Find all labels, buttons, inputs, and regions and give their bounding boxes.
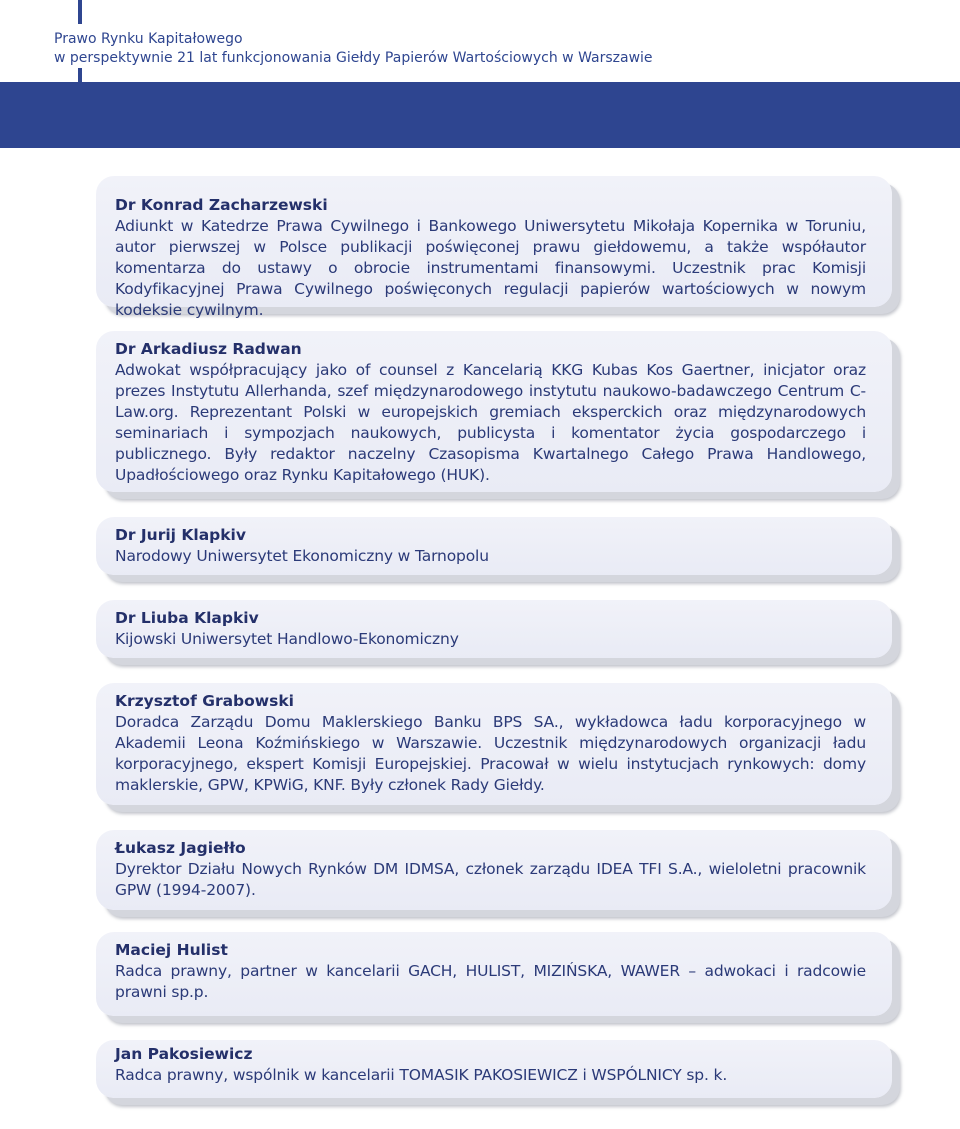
bio-description: Kijowski Uniwersytet Handlowo-Ekonomiczny [115,630,459,648]
bio-description: Radca prawny, partner w kancelarii GACH, HULIST, MIZIŃSKA, WAWER – adwokaci i radcowie prawni sp.p. [115,962,866,1001]
bio-description: Dyrektor Działu Nowych Rynków DM IDMSA, członek zarządu IDEA TFI S.A., wieloletni pracownik GPW (1994-2007). [115,860,866,899]
bio-description: Narodowy Uniwersytet Ekonomiczny w Tarnopolu [115,547,489,565]
header-accent-tick [78,68,82,82]
bio-description: Doradca Zarządu Domu Maklerskiego Banku BPS SA., wykładowca ładu korporacyjnego w Akademii Leona Koźmińskiego w Warszawie. Uczestnik międzynarodowych organizacji ładu korporacyjnego, ekspert Komisji Europejskiej. Pracował w wielu instytucjach rynkowych: domy maklerskie, GPW, KPWiG, KNF. Były członek Rady Giełdy. [115,713,866,794]
bio-name: Dr Liuba Klapkiv [115,609,259,627]
bio-card-grabowski [96,683,892,805]
bio-description: Adiunkt w Katedrze Prawa Cywilnego i Bankowego Uniwersytetu Mikołaja Kopernika w Toruniu, autor pierwszej w Polsce publikacji poświęconej prawu giełdowemu, a także współautor komentarza do ustawy o obrocie instrumentami finansowymi. Uczestnik prac Komisji Kodyfikacyjnej Prawa Cywilnego poświęconych regulacji papierów wartościowych w nowym kodeksie cywilnym. [115,217,866,319]
bio-name: Dr Arkadiusz Radwan [115,340,302,358]
bio-description: Adwokat współpracujący jako of counsel z Kancelarią KKG Kubas Kos Gaertner, inicjator oraz prezes Instytutu Allerhanda, szef międzynarodowego instytutu naukowo-badawczego Centrum C-Law.org. Reprezentant Polski w europejskich gremiach eksperckich oraz międzynarodowych seminariach i sympozjach naukowych, publicysta i komentator życia gospodarczego i publicznego. Były redaktor naczelny Czasopisma Kwartalnego Całego Prawa Handlowego, Upadłościowego oraz Rynku Kapitałowego (HUK). [115,361,866,484]
bio-name: Krzysztof Grabowski [115,692,294,710]
bio-card-radwan [96,331,892,492]
bio-description: Radca prawny, wspólnik w kancelarii TOMASIK PAKOSIEWICZ i WSPÓLNICY sp. k. [115,1066,728,1084]
bio-name: Dr Konrad Zacharzewski [115,196,328,214]
bio-name: Jan Pakosiewicz [115,1045,253,1063]
header-title: Prawo Rynku Kapitałowego [54,31,243,47]
bio-card-jagiello [96,830,892,910]
bio-card-pakosiewicz [96,1040,892,1098]
page-header [54,30,653,68]
header-accent-line [78,0,82,24]
bio-name: Maciej Hulist [115,941,228,959]
bio-card-jurij-klapkiv [96,517,892,575]
bio-card-liuba-klapkiv [96,600,892,658]
header-band [0,82,960,148]
bio-card-hulist [96,932,892,1016]
bio-name: Łukasz Jagiełło [115,839,246,857]
bio-name: Dr Jurij Klapkiv [115,526,246,544]
header-subtitle: w perspektywnie 21 lat funkcjonowania Giełdy Papierów Wartościowych w Warszawie [54,50,653,66]
bio-card-zacharzewski [96,176,892,319]
